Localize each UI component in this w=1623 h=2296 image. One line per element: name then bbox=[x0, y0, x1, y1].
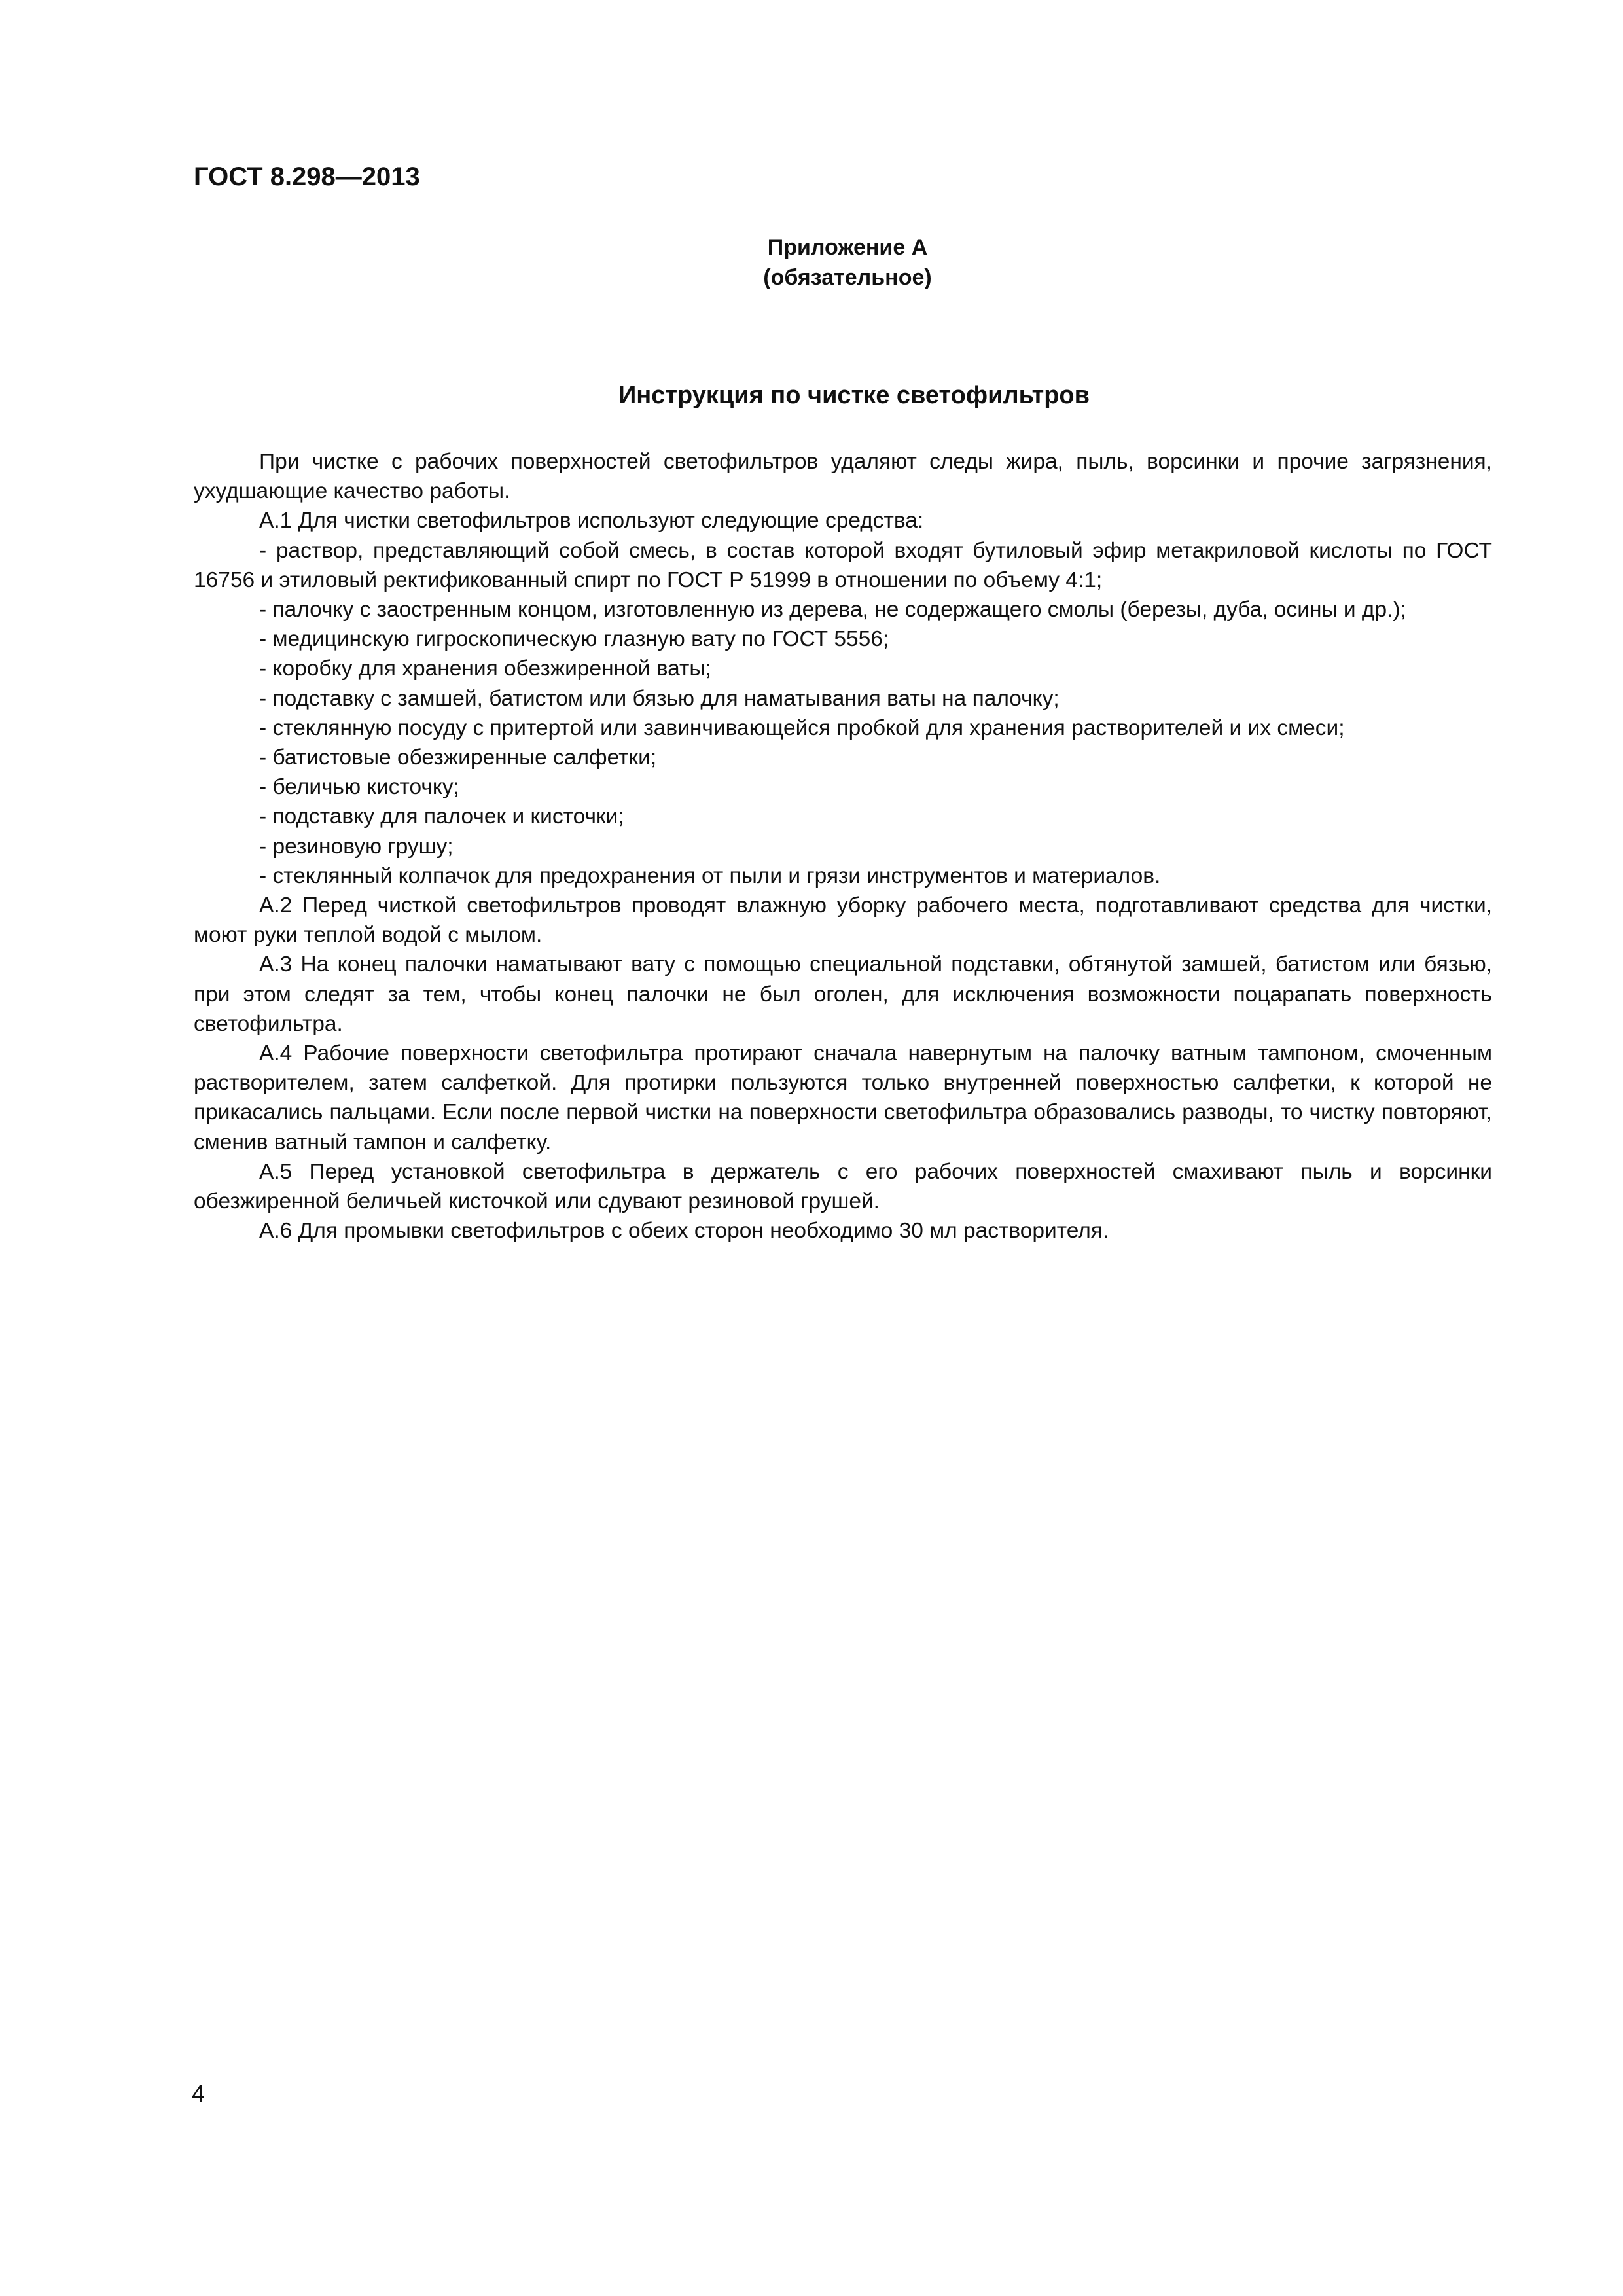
paragraph-a4: А.4 Рабочие поверхности светофильтра протирают сначала навернутым на палочку ватным тампоном, смоченным растворителем, затем салфеткой. Для протирки пользуются только внутренней поверхностью салфетки, к которой не прикасались пальцами. Если после первой чистки на поверхности светофильтра образовались разводы, то чистку повторяют, сменив ватный тампон и салфетку. bbox=[194, 1041, 1492, 1155]
list-item: - палочку с заостренным концом, изготовленную из дерева, не содержащего смолы (березы, дуба, осины и др.); bbox=[259, 598, 1406, 622]
document-code: ГОСТ 8.298—2013 bbox=[194, 162, 420, 191]
list-item: - подставку для палочек и кисточки; bbox=[259, 804, 624, 829]
list-item: - батистовые обезжиренные салфетки; bbox=[259, 745, 657, 770]
appendix-label bbox=[0, 232, 1623, 293]
paragraph-a3: А.3 На конец палочки наматывают вату с помощью специальной подставки, обтянутой замшей, батистом или бязью, при этом следят за тем, чтобы конец палочки не был оголен, для исключения возможности поцарапать поверхность светофильтра. bbox=[194, 952, 1492, 1036]
list-item: - беличью кисточку; bbox=[259, 775, 459, 800]
list-item: - стеклянный колпачок для предохранения от пыли и грязи инструментов и материалов. bbox=[259, 863, 1161, 888]
appendix-status: (обязательное) bbox=[763, 265, 932, 290]
body-text bbox=[194, 447, 1492, 1246]
section-heading: Инструкция по чистке светофильтров bbox=[618, 382, 1090, 409]
list-item: - подставку с замшей, батистом или бязью для наматывания ваты на палочку; bbox=[259, 686, 1060, 711]
list-item: - стеклянную посуду с притертой или завинчивающейся пробкой для хранения растворителей и их смеси; bbox=[259, 715, 1345, 740]
appendix-title: Приложение А bbox=[767, 235, 928, 260]
paragraph-a5: А.5 Перед установкой светофильтра в держатель с его рабочих поверхностей смахивают пыль и ворсинки обезжиренной беличьей кисточкой или сдувают резиновой грушей. bbox=[194, 1159, 1492, 1214]
page-number: 4 bbox=[192, 2080, 205, 2107]
list-item: - резиновую грушу; bbox=[259, 834, 454, 859]
paragraph-intro: При чистке с рабочих поверхностей светофильтров удаляют следы жира, пыль, ворсинки и прочие загрязнения, ухудшающие качество работы. bbox=[194, 450, 1492, 504]
list-item: - коробку для хранения обезжиренной ваты; bbox=[259, 656, 711, 681]
list-item: - раствор, представляющий собой смесь, в состав которой входят бутиловый эфир метакриловой кислоты по ГОСТ 16756 и этиловый ректификованный спирт по ГОСТ Р 51999 в отношении по объему 4:1; bbox=[194, 538, 1492, 592]
paragraph-a2: А.2 Перед чисткой светофильтров проводят влажную уборку рабочего места, подготавливают средства для чистки, моют руки теплой водой с мылом. bbox=[194, 893, 1492, 948]
list-item: - медицинскую гигроскопическую глазную вату по ГОСТ 5556; bbox=[259, 627, 889, 652]
paragraph-a1: А.1 Для чистки светофильтров используют следующие средства: bbox=[259, 509, 924, 533]
paragraph-a6: А.6 Для промывки светофильтров с обеих сторон необходимо 30 мл растворителя. bbox=[259, 1219, 1109, 1244]
